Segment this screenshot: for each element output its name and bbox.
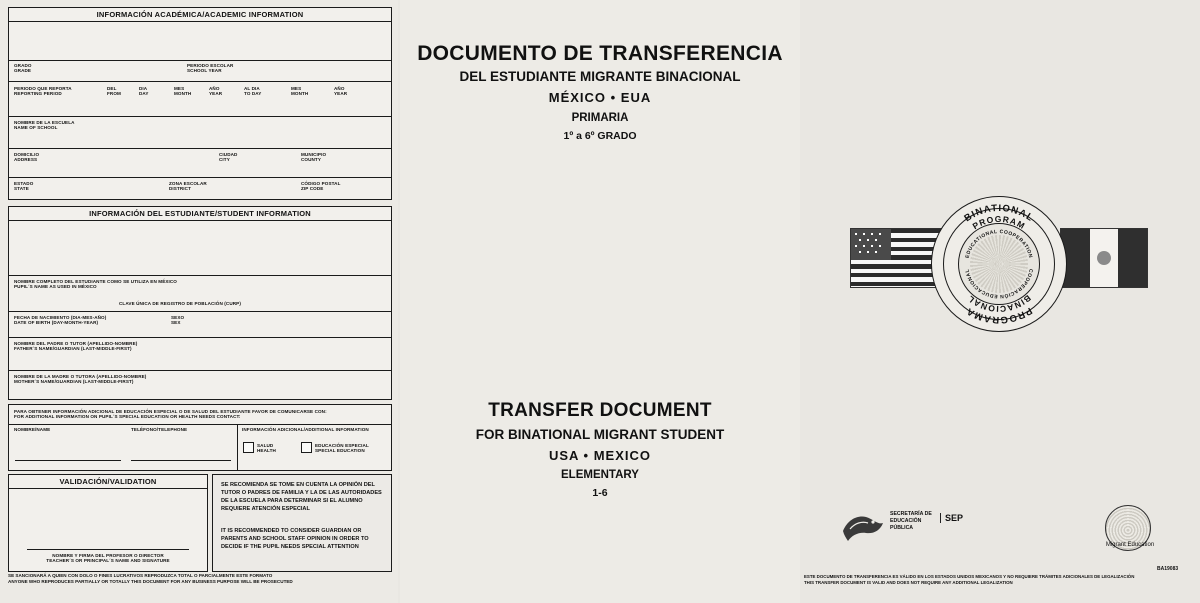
document-countries-es: MÉXICO • EUA xyxy=(548,90,652,105)
birth-date-label: FECHA DE NACIMIENTO (DIA-MES-AÑO) DATE OF BIRTH (DAY-MONTH-YEAR) xyxy=(14,315,107,326)
recommendation-text-en: IT IS RECOMMENDED TO CONSIDER GUARDIAN OR PARENTS AND SCHOOL STAFF OPINION IN ORDER TO DECIDE IF THE PUPIL NEEDS SPECIAL ATTENTION xyxy=(221,528,369,550)
validation-section xyxy=(8,474,208,572)
mother-name-label: NOMBRE DE LA MADRE O TUTORA (APELLIDO-NOMBRE) MOTHER´S NAME/GUARDIAN (LAST-MIDDLE-FIRST) xyxy=(14,374,147,385)
academic-information-section xyxy=(8,7,392,200)
svg-text:PROGRAMA: PROGRAMA xyxy=(964,304,1034,326)
right-footer-es: ESTE DOCUMENTO DE TRANSFERENCIA ES VÁLIDO EN LOS ESTADOS UNIDOS MEXICANOS Y NO REQUIERE TRÁMITES ADICIONALES DE LEGALIZACIÓN xyxy=(804,574,1135,579)
address-label: DOMICILIO ADDRESS xyxy=(14,152,40,163)
right-footer-en: THIS TRANSFER DOCUMENT IS VALID AND DOES NOT REQUIRE ANY ADDITIONAL LEGALIZATION xyxy=(804,580,1013,585)
document-subtitle-en: FOR BINATIONAL MIGRANT STUDENT xyxy=(475,427,725,442)
serial-number: BA19083 xyxy=(1157,566,1179,572)
svg-text:PROGRAM: PROGRAM xyxy=(970,213,1028,232)
from-label: DEL FROM xyxy=(107,86,121,97)
svg-text:EDUCATIONAL COOPERATION: EDUCATIONAL COOPERATION xyxy=(964,228,1034,259)
health-checkbox[interactable] xyxy=(243,442,254,453)
month2-label: MES MONTH xyxy=(291,86,309,97)
left-footer-es: SE SANCIONARÁ A QUIEN CON DOLO O FINES LUCRATIVOS REPRODUZCA TOTAL O PARCIALMENTE ESTE FORMATO xyxy=(8,573,273,578)
state-label: ESTADO STATE xyxy=(14,181,34,192)
additional-info-label: INFORMACIÓN ADICIONAL/ADDITIONAL INFORMATION xyxy=(242,427,369,432)
seal-text xyxy=(932,197,1066,331)
usa-flag-icon xyxy=(850,228,944,288)
student-information-section xyxy=(8,206,392,400)
special-education-checkbox[interactable] xyxy=(301,442,312,453)
document-title-en: TRANSFER DOCUMENT xyxy=(488,400,712,421)
day-label: DIA DAY xyxy=(139,86,149,97)
contact-phone-label: TELÉFONO/TELEPHONE xyxy=(131,427,188,432)
left-footer xyxy=(8,573,392,585)
year-label: AÑO YEAR xyxy=(209,86,223,97)
document-subtitle-es: DEL ESTUDIANTE MIGRANTE BINACIONAL xyxy=(459,69,741,84)
district-label: ZONA ESCOLAR DISTRICT xyxy=(169,181,207,192)
document-title-es: DOCUMENTO DE TRANSFERENCIA xyxy=(417,42,783,65)
month-label: MES MONTH xyxy=(174,86,192,97)
academic-section-header: INFORMACIÓN ACADÉMICA/ACADEMIC INFORMATION xyxy=(9,8,391,22)
student-section-header: INFORMACIÓN DEL ESTUDIANTE/STUDENT INFORMATION xyxy=(9,207,391,221)
special-education-label: EDUCACIÓN ESPECIAL SPECIAL EDUCATION xyxy=(315,443,369,454)
father-name-label: NOMBRE DEL PADRE O TUTOR (APELLIDO-NOMBRE) FATHER´S NAME/GUARDIAN (LAST-MIDDLE-FIRST) xyxy=(14,341,138,352)
document-countries-en: USA • MEXICO xyxy=(548,448,652,463)
document-grades-es: 1º a 6º GRADO xyxy=(563,130,637,142)
validation-header: VALIDACIÓN/VALIDATION xyxy=(9,475,207,489)
county-label: MUNICIPIO COUNTY xyxy=(301,152,327,163)
document-level-en: ELEMENTARY xyxy=(561,469,639,481)
sep-abbreviation: SEP xyxy=(940,513,963,523)
school-name-label: NOMBRE DE LA ESCUELA NAME OF SCHOOL xyxy=(14,120,75,131)
reporting-period-label: PERIODO QUE REPORTA REPORTING PERIOD xyxy=(14,86,72,97)
svg-text:COOPERACIÓN EDUCACIONAL: COOPERACIÓN EDUCACIONAL xyxy=(964,268,1034,300)
pupil-name-label: NOMBRE COMPLETO DEL ESTUDIANTE COMO SE UTILIZA EN MÉXICO PUPIL´S NAME AS USED IN MÉXICO xyxy=(14,279,177,290)
right-footer xyxy=(804,574,1196,586)
signature-label: NOMBRE Y FIRMA DEL PROFESOR O DIRECTOR TEACHER´S OR PRINCIPAL´S NAME AND SIGNATURE xyxy=(46,553,170,564)
zip-code-label: CÓDIGO POSTAL ZIP CODE xyxy=(301,181,341,192)
recommendation-box xyxy=(212,474,392,572)
health-label: SALUD HEALTH xyxy=(257,443,276,454)
migrant-education-label: Migrant Education xyxy=(1105,542,1155,548)
document-grades-en: 1-6 xyxy=(592,487,608,499)
mexico-flag-icon xyxy=(1060,228,1148,288)
migrant-education-logo xyxy=(1100,505,1156,557)
binational-program-seal xyxy=(931,196,1067,332)
left-footer-en: ANYONE WHO REPRODUCES PARTIALLY OR TOTALLY THIS DOCUMENT FOR ANY BUSINESS PURPOSE WILL BE PROSECUTED xyxy=(8,579,293,585)
document-level-es: PRIMARIA xyxy=(571,112,629,124)
right-page xyxy=(400,0,1179,603)
recommendation-text-es: SE RECOMIENDA SE TOME EN CUENTA LA OPINIÓN DEL TUTOR O PADRES DE FAMILIA Y LA DE LAS AUTORIDADES DE LA ESCUELA PARA DETERMINAR SI EL ALUMNO REQUIERE ATENCIÓN ESPECIAL xyxy=(221,482,382,512)
curp-label: CLAVE ÚNICA DE REGISTRO DE POBLACIÓN (CURP) xyxy=(119,301,241,306)
to-day-label: AL DIA TO DAY xyxy=(244,86,262,97)
sep-text: SECRETARÍA DE EDUCACIÓN PÚBLICA xyxy=(890,511,932,531)
grade-label: GRADO GRADE xyxy=(14,63,32,74)
year2-label: AÑO YEAR xyxy=(334,86,348,97)
svg-text:BINATIONAL: BINATIONAL xyxy=(962,202,1036,225)
school-year-label: PERIODO ESCOLAR SCHOOL YEAR xyxy=(187,63,234,74)
eagle-glyph-icon xyxy=(840,507,886,547)
sex-label: SEXO SEX xyxy=(171,315,185,326)
contact-note: PARA OBTENER INFORMACIÓN ADICIONAL DE EDUCACIÓN ESPECIAL O DE SALUD DEL ESTUDIANTE FAVOR DE COMUNICARSE CON: FOR ADDITIONAL INFORMATION ON PUPIL´S SPECIAL EDUCATION OR HEALTH NEEDS CONTACT: xyxy=(14,409,327,420)
left-page xyxy=(0,0,398,603)
sep-logo xyxy=(840,505,964,551)
svg-text:BINACIONAL: BINACIONAL xyxy=(965,293,1033,315)
contact-information-section xyxy=(8,404,392,471)
city-label: CIUDAD CITY xyxy=(219,152,238,163)
contact-name-label: NOMBRE/NAME xyxy=(14,427,51,432)
